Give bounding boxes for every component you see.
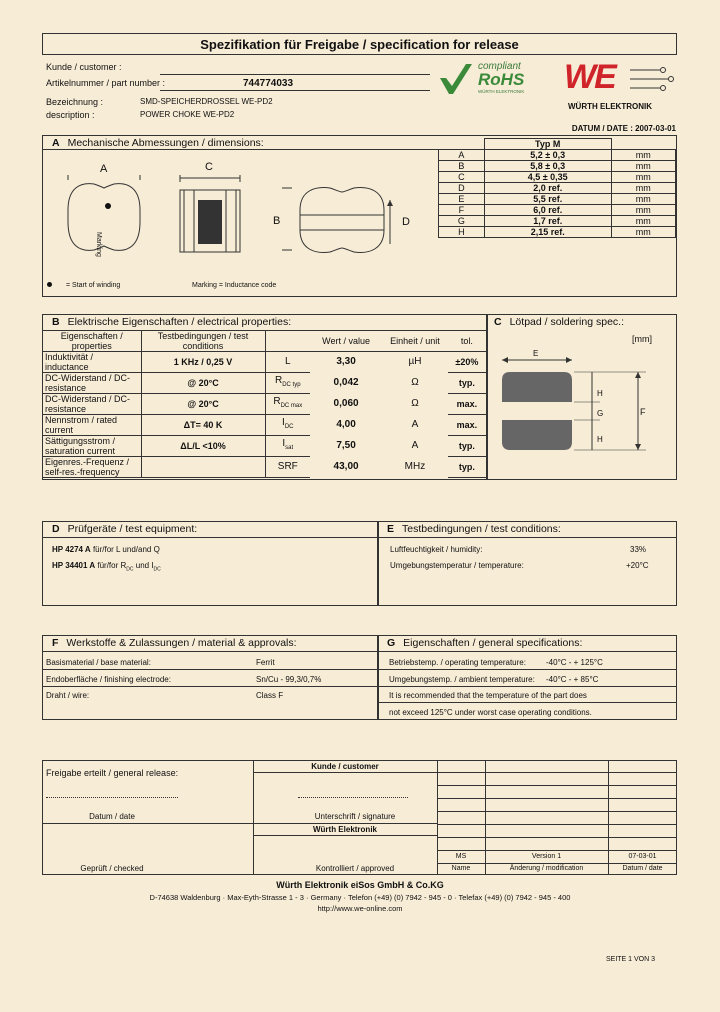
col-conditions: Testbedingungen / test conditions <box>141 331 265 352</box>
partnumber-line <box>160 90 430 91</box>
unit-cell: µH <box>408 356 422 368</box>
equipment-after: und I <box>133 561 154 570</box>
row-line <box>378 702 677 703</box>
dim-value: 1,7 ref. <box>484 216 611 227</box>
legend-winding: = Start of winding <box>66 282 121 289</box>
section-d-title <box>52 523 197 535</box>
release-date-label: Datum / date <box>89 812 135 821</box>
marking-label: Marking <box>95 232 102 257</box>
core-winding <box>198 200 222 244</box>
row-line <box>42 669 378 670</box>
row-line <box>378 669 677 670</box>
section-c-title-text: Lötpad / soldering spec.: <box>509 316 625 328</box>
spec-operating-label: Betriebstemp. / operating temperature: <box>389 658 526 667</box>
rev-line <box>437 824 677 825</box>
row-line <box>378 686 677 687</box>
cond-cell: ΔT= 40 K <box>141 415 265 436</box>
tol-cell: max. <box>448 415 487 436</box>
unit-cell: A <box>411 419 419 430</box>
page-title: Spezifikation für Freigabe / specification for release <box>200 37 519 52</box>
unit-cell: MHz <box>404 461 426 472</box>
signature-dots-left <box>46 797 178 798</box>
cond-cell: ΔL/L <10% <box>141 436 265 457</box>
section-f-title <box>52 637 297 649</box>
rev-version: Version 1 <box>531 853 562 860</box>
dimensions-table <box>438 138 676 238</box>
equipment-name: HP 34401 A <box>52 561 96 570</box>
dim-value: 6,0 ref. <box>484 205 611 216</box>
dim-label: A <box>439 150 485 161</box>
col-unit: Einheit / unit <box>382 331 448 352</box>
dim-value: 5,8 ± 0,3 <box>484 161 611 172</box>
label-a: A <box>100 163 108 175</box>
prop-cell: DC-Widerstand / DC-resistance <box>43 394 142 415</box>
label-g: G <box>597 409 604 418</box>
sym-cell <box>265 394 310 415</box>
section-a-title-text: Mechanische Abmessungen / dimensions: <box>67 137 264 149</box>
sym-cell <box>265 352 310 373</box>
value-cell: 3,30 <box>336 356 356 368</box>
prop-cell: Induktivität / inductance <box>43 352 142 373</box>
table-row <box>43 415 487 436</box>
rohs-logo <box>438 62 548 96</box>
material-finish-value: Sn/Cu - 99,3/0,7% <box>256 675 322 684</box>
sym-cell <box>265 457 310 478</box>
table-header <box>43 331 487 352</box>
solder-pad-bottom <box>502 420 572 450</box>
release-customer-label: Kunde / customer <box>311 762 379 771</box>
value-cell: 4,00 <box>336 419 356 430</box>
table-row <box>439 216 676 227</box>
rev-date-label: Datum / date <box>622 865 663 872</box>
dim-unit: mm <box>611 216 675 227</box>
date-value: DATUM / DATE : 2007-03-01 <box>571 124 676 133</box>
sym-text: SRF <box>277 461 298 472</box>
condition-humidity-value: 33% <box>630 545 647 554</box>
dim-value: 4,5 ± 0,35 <box>484 172 611 183</box>
section-g-letter: G <box>387 637 396 649</box>
dim-unit: mm <box>611 150 675 161</box>
sym-text: I <box>282 417 285 428</box>
condition-humidity-label: Luftfeuchtigkeit / humidity: <box>390 545 483 554</box>
section-g-title-text: Eigenschaften / general specifications: <box>403 637 583 649</box>
dim-label: C <box>439 172 485 183</box>
sym-text: R <box>274 375 283 386</box>
section-d-underline <box>42 537 378 538</box>
table-row <box>439 183 676 194</box>
dim-label: H <box>439 227 485 238</box>
core-flange <box>226 190 236 252</box>
title-box <box>42 33 677 55</box>
rohs-text: RoHS <box>478 70 525 89</box>
equipment-sub: DC <box>126 566 134 573</box>
material-wire-value: Class F <box>256 691 284 700</box>
unit-cell: Ω <box>411 377 419 388</box>
we-company-label: WÜRTH ELEKTRONIK <box>568 102 652 111</box>
release-wurth-label: Würth Elektronik <box>312 825 377 834</box>
value-cell: 0,042 <box>333 377 359 388</box>
label-e: E <box>533 349 539 358</box>
we-circuit-icon <box>630 64 674 94</box>
spec-operating-value: -40°C - + 125°C <box>546 658 603 667</box>
label-f: F <box>640 407 646 417</box>
table-row <box>439 161 676 172</box>
description-label: description : <box>46 110 95 120</box>
dim-unit: mm <box>611 161 675 172</box>
customer-label: Kunde / customer : <box>46 62 122 72</box>
material-base-label: Basismaterial / base material: <box>46 658 151 667</box>
pad-unit: [mm] <box>632 334 652 344</box>
spec-ambient-value: -40°C - + 85°C <box>546 675 599 684</box>
tol-cell: max. <box>448 394 487 415</box>
dim-value: 2,0 ref. <box>484 183 611 194</box>
rev-line <box>437 798 677 799</box>
core-front-view <box>300 188 384 253</box>
dim-arrow <box>502 357 508 363</box>
table-row <box>439 150 676 161</box>
type-header: Typ M <box>484 139 611 150</box>
prop-cell: DC-Widerstand / DC-resistance <box>43 373 142 394</box>
table-row <box>43 373 487 394</box>
partnumber-value: 744774033 <box>243 78 294 89</box>
material-base-value: Ferrit <box>256 658 275 667</box>
sym-cell <box>265 415 310 436</box>
dim-label: B <box>439 161 485 172</box>
unit-cell: Ω <box>411 398 419 409</box>
legend-marking: Marking = Inductance code <box>192 282 277 289</box>
release-line <box>253 835 437 836</box>
section-g-title <box>387 637 582 649</box>
rev-change-label: Änderung / modification <box>509 865 584 872</box>
section-a-title <box>52 137 264 149</box>
sym-text: I <box>282 438 286 449</box>
tol-cell: typ. <box>448 373 487 394</box>
partnumber-label: Artikelnummer / part number : <box>46 78 166 88</box>
table-row <box>439 172 676 183</box>
col-value: Wert / value <box>310 331 382 352</box>
unit-cell: A <box>411 440 419 451</box>
sym-text: L <box>285 356 291 367</box>
rohs-subtext: WÜRTH ELEKTRONIK <box>478 89 525 94</box>
designation-value: SMD-SPEICHERDROSSEL WE-PD2 <box>140 97 273 106</box>
label-h-top: H <box>597 389 603 398</box>
page-number: SEITE 1 VON 3 <box>606 956 656 963</box>
section-a-letter: A <box>52 137 60 149</box>
condition-temp-label: Umgebungstemperatur / temperature: <box>390 561 524 570</box>
designation-label: Bezeichnung : <box>46 97 104 107</box>
footer-address: D-74638 Waldenburg · Max-Eyth-Strasse 1 - 3 · Germany · Telefon (+49) (0) 7942 - 945 - 0 · Telefax (+49) (0) 7942 - 945 - 400 <box>149 893 571 902</box>
value-cell: 7,50 <box>336 440 356 451</box>
table-row <box>439 227 676 238</box>
core-top-view <box>68 184 140 251</box>
spec-ambient-label: Umgebungstemp. / ambient temperature: <box>389 675 535 684</box>
section-e-title <box>387 523 561 535</box>
value-cell: 0,060 <box>333 398 359 409</box>
section-b-letter: B <box>52 316 60 328</box>
prop-cell: Sättigungsstrom / saturation current <box>43 436 142 457</box>
label-h-bot: H <box>597 435 603 444</box>
section-b-title <box>52 316 291 328</box>
sym-sub: DC typ <box>282 382 301 388</box>
equipment-name: HP 4274 A <box>52 545 91 554</box>
value-cell: 43,00 <box>333 461 359 472</box>
sym-cell <box>265 436 310 457</box>
electrical-table <box>42 330 487 478</box>
table-row <box>439 194 676 205</box>
spec-note-1: It is recommended that the temperature of the part does <box>389 691 587 700</box>
prop-cell: Nennstrom / rated current <box>43 415 142 436</box>
dim-label: G <box>439 216 485 227</box>
material-wire-label: Draht / wire: <box>46 691 90 700</box>
section-e-title-text: Testbedingungen / test conditions: <box>402 523 561 535</box>
sym-text: R <box>273 396 281 407</box>
section-c-title <box>494 316 624 328</box>
cond-cell <box>141 457 265 478</box>
section-c-letter: C <box>494 316 502 328</box>
section-f-title-text: Werkstoffe & Zulassungen / material & approvals: <box>66 637 297 649</box>
condition-temp-value: +20°C <box>626 561 649 570</box>
rohs-compliant: compliant <box>478 61 521 72</box>
equipment-text: für/for R <box>97 561 127 570</box>
rev-line <box>437 772 677 773</box>
equipment-sub: DC <box>153 566 161 573</box>
dim-arrow <box>635 372 641 378</box>
rev-name-label: Name <box>451 865 471 872</box>
sym-cell <box>265 373 310 394</box>
section-b-title-text: Elektrische Eigenschaften / electrical properties: <box>67 316 292 328</box>
dim-unit: mm <box>611 205 675 216</box>
dim-unit: mm <box>611 183 675 194</box>
label-d: D <box>402 216 410 228</box>
section-d-title-text: Prüfgeräte / test equipment: <box>67 523 198 535</box>
dim-label: D <box>439 183 485 194</box>
release-signature-label: Unterschrift / signature <box>314 812 396 821</box>
release-line <box>42 823 437 824</box>
cond-cell: 1 KHz / 0,25 V <box>141 352 265 373</box>
description-value: POWER CHOKE WE-PD2 <box>140 110 235 119</box>
prop-cell: Eigenres.-Frequenz / self-res.-frequency <box>43 457 142 478</box>
col-tol: tol. <box>448 331 487 352</box>
col-properties: Eigenschaften / properties <box>43 331 142 352</box>
material-finish-label: Endoberfläche / finishing electrode: <box>46 675 171 684</box>
solder-pad-drawing <box>496 346 666 466</box>
dim-unit: mm <box>611 194 675 205</box>
cond-cell: @ 20°C <box>141 373 265 394</box>
customer-line <box>160 74 430 75</box>
section-g-underline <box>378 651 677 652</box>
rev-line <box>437 811 677 812</box>
cond-cell: @ 20°C <box>141 394 265 415</box>
dim-label: F <box>439 205 485 216</box>
dim-unit: mm <box>611 172 675 183</box>
footer-company: Würth Elektronik eiSos GmbH & Co.KG <box>276 880 444 890</box>
table-row <box>43 436 487 457</box>
dim-value: 2,15 ref. <box>484 227 611 238</box>
label-b: B <box>273 215 281 227</box>
dim-arrow <box>635 444 641 450</box>
release-line <box>253 772 437 773</box>
section-f-letter: F <box>52 637 59 649</box>
we-logo-letters: WE <box>564 58 615 96</box>
legend-dot-icon <box>47 282 52 287</box>
equipment-text: für/for L und/and Q <box>92 545 160 554</box>
core-flange <box>184 190 194 252</box>
sym-sub: DC <box>284 424 294 430</box>
rev-line <box>437 850 677 851</box>
rev-line <box>437 863 677 864</box>
section-d-letter: D <box>52 523 60 535</box>
general-release-label: Freigabe erteilt / general release: <box>46 768 179 778</box>
dim-unit: mm <box>611 227 675 238</box>
spec-note-2: not exceed 125°C under worst case operating conditions. <box>389 708 592 717</box>
rev-line <box>437 785 677 786</box>
label-c: C <box>205 161 213 173</box>
rev-date-value: 07-03-01 <box>628 853 657 860</box>
table-row <box>439 205 676 216</box>
rev-ms: MS <box>455 853 467 860</box>
equipment-1 <box>52 545 160 554</box>
table-row <box>439 139 676 150</box>
tol-cell: typ. <box>448 436 487 457</box>
release-checked-label: Geprüft / checked <box>80 864 144 873</box>
rev-line <box>437 837 677 838</box>
sym-sub: sat <box>285 445 294 451</box>
table-row <box>43 457 487 478</box>
section-f-underline <box>42 651 378 652</box>
signature-dots-right <box>298 797 408 798</box>
row-line <box>42 686 378 687</box>
tol-cell: ±20% <box>448 352 487 373</box>
footer-web: http://www.we-online.com <box>317 904 403 913</box>
section-e-letter: E <box>387 523 395 535</box>
mechanical-drawing <box>60 160 420 280</box>
sym-sub: DC max <box>280 403 303 409</box>
release-approved-label: Kontrolliert / approved <box>315 864 395 873</box>
tol-cell: typ. <box>448 457 487 478</box>
dim-arrow <box>387 200 393 206</box>
dim-label: E <box>439 194 485 205</box>
section-e-underline <box>378 537 677 538</box>
dim-value: 5,2 ± 0,3 <box>484 150 611 161</box>
we-logo <box>562 60 678 114</box>
equipment-2 <box>52 561 161 573</box>
table-row <box>43 352 487 373</box>
solder-pad-top <box>502 372 572 402</box>
release-divider <box>253 760 254 875</box>
dim-arrow <box>566 357 572 363</box>
winding-start-dot <box>105 203 111 209</box>
dim-value: 5,5 ref. <box>484 194 611 205</box>
table-row <box>43 394 487 415</box>
